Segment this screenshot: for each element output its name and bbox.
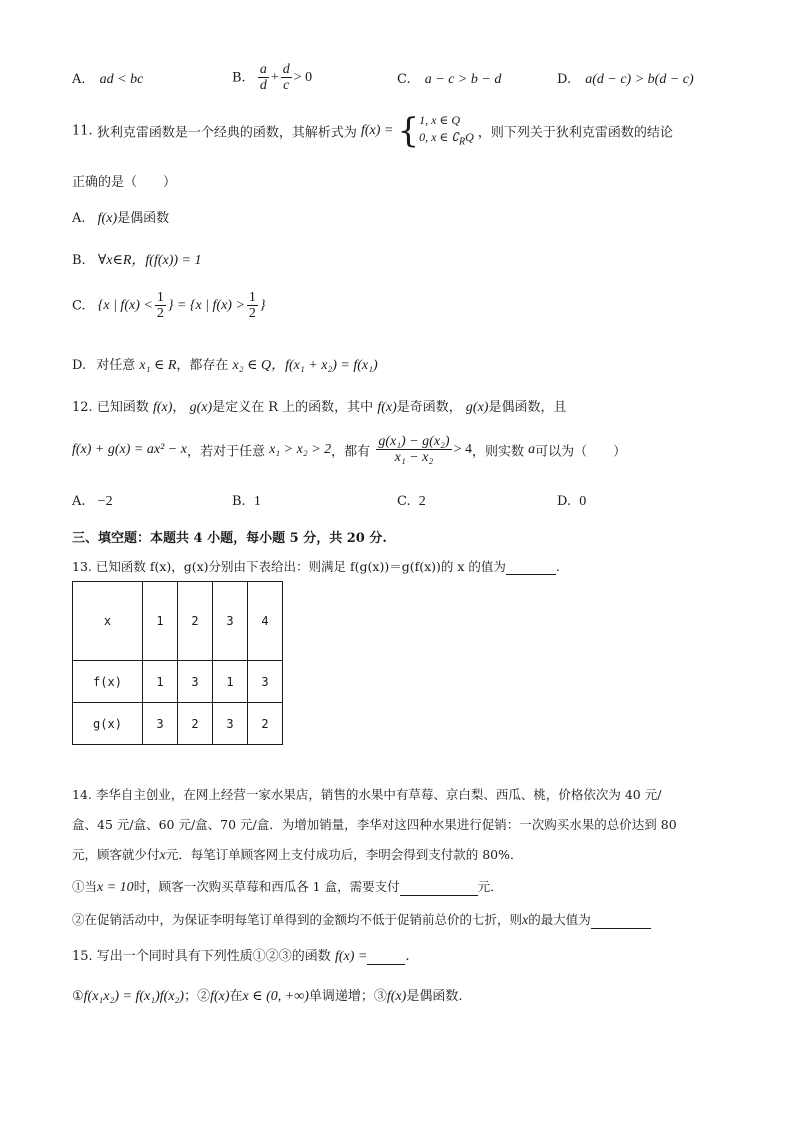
plus: +	[270, 69, 279, 85]
table-cell: 3	[213, 703, 248, 745]
fraction-den: c	[283, 78, 290, 94]
question-text: ，	[172, 400, 186, 415]
fraction-num: 1	[248, 290, 256, 305]
question-text: ，都有	[331, 444, 371, 460]
question-text: 是偶函数.	[406, 989, 463, 1004]
fraction-num: a	[259, 62, 267, 77]
q13-stem	[72, 557, 560, 575]
fraction	[376, 434, 451, 466]
q14-sub1	[72, 877, 503, 896]
option-text: ，都存在	[176, 358, 229, 373]
option-label: A.	[72, 211, 86, 226]
table-header-cell: 3	[213, 582, 248, 661]
fraction-den: d	[259, 78, 267, 94]
question-text: 时，顾客一次购买草莓和西瓜各 1 盒，需要支付	[133, 879, 400, 894]
q11-option-b	[72, 249, 202, 269]
case-2	[419, 129, 474, 150]
table-row	[73, 703, 283, 745]
question-text: 已知函数	[96, 400, 149, 415]
math-expr: f(x)	[97, 211, 118, 226]
math-expr: a	[528, 441, 536, 457]
option-text: 对任意	[96, 358, 136, 373]
question-text: 的最大值为	[528, 912, 591, 927]
math-expr: f(x)	[152, 400, 173, 415]
answer-blank[interactable]	[400, 895, 478, 896]
left-brace: {	[397, 111, 420, 152]
table-header-cell: 1	[143, 582, 178, 661]
math-expr: }	[259, 297, 266, 313]
table-cell: g(x)	[73, 703, 143, 745]
table-header-cell: 4	[248, 582, 283, 661]
q14-line1: 14. 李华自主创业，在网上经营一家水果店，销售的水果中有草莓、京白梨、西瓜、桃，价格依次为 40 元/	[72, 787, 662, 802]
option-value: −2	[97, 494, 113, 509]
table-header-cell: 2	[178, 582, 213, 661]
table-cell: 3	[178, 661, 213, 703]
question-text: ；②	[184, 989, 211, 1004]
question-text: ①	[72, 989, 84, 1004]
question-text: 在	[229, 989, 243, 1004]
math-expr: x	[159, 848, 166, 863]
question-text: 元．每笔订单顾客网上支付成功后，李明会得到支付款的 80%．	[165, 847, 523, 862]
q12-option-d	[557, 494, 586, 510]
math-expr: {x | f(x) <	[97, 297, 153, 313]
piecewise-cases	[419, 112, 474, 150]
question-text: 13. 已知函数 f(x)，g(x)分别由下表给出：则满足 f(g(x))＝g(f(x))的 x 的值为	[72, 559, 506, 574]
math-expr: } = {x | f(x) >	[167, 297, 245, 313]
question-text: 15. 写出一个同时具有下列性质①②③的函数	[72, 949, 331, 964]
table-header-cell: x	[73, 582, 143, 661]
option-expr: a − c > b − d	[424, 72, 502, 87]
question-text: 元，顾客就少付	[72, 847, 160, 862]
question-text: ，若对于任意	[186, 444, 265, 460]
question-text: 狄利克雷函数是一个经典的函数，其解析式为	[96, 125, 357, 141]
option-expr: > 0	[293, 69, 313, 85]
q10-option-d	[557, 72, 694, 88]
math-expr: f(x₁x₂) = f(x₁)f(x₂)	[83, 989, 185, 1004]
q12-option-c	[397, 494, 426, 510]
case-1: 1, x ∈ Q	[419, 113, 461, 127]
table-row	[73, 661, 283, 703]
question-text: 是奇函数，	[396, 400, 462, 415]
math-expr: g(x)	[465, 400, 489, 415]
question-text: .	[405, 949, 410, 964]
question-text: 是定义在 R 上的函数，其中	[212, 400, 374, 415]
section-heading: 三、填空题：本题共 4 小题，每小题 5 分，共 20 分.	[72, 531, 387, 546]
q12-option-b	[232, 494, 261, 510]
option-label: B.	[72, 253, 86, 268]
option-label: D.	[72, 358, 87, 373]
question-text: 元．	[477, 879, 503, 894]
fraction	[258, 62, 269, 94]
option-label: A.	[72, 494, 86, 509]
option-label: B.	[232, 70, 246, 86]
math-expr: x = 10	[97, 880, 134, 895]
q11-stem	[72, 112, 673, 150]
q14-line2: 盒、45 元/盒、60 元/盒、70 元/盒．为增加销量，李华对这四种水果进行促销：一次购买水果的总价达到 80	[72, 817, 677, 832]
option-expr: a(d − c) > b(d − c)	[585, 72, 694, 87]
math-expr: f(x)	[377, 400, 397, 415]
q15-line1	[72, 945, 409, 965]
table-cell: f(x)	[73, 661, 143, 703]
math-expr: f(x)	[210, 989, 230, 1004]
table-cell: 1	[213, 661, 248, 703]
q12-option-a	[72, 494, 113, 510]
math-expr: g(x)	[189, 400, 213, 415]
option-value: 1	[253, 494, 261, 509]
q10-option-b	[232, 62, 312, 94]
math-expr: ∀x∈R，f(f(x)) = 1	[97, 253, 202, 268]
answer-blank[interactable]	[591, 928, 651, 929]
question-text: ，则下列关于狄利克雷函数的结论	[477, 125, 673, 141]
question-number: 11.	[72, 123, 93, 139]
q11-stem-line2: 正确的是（ ）	[72, 175, 177, 190]
table-cell: 3	[143, 703, 178, 745]
question-text: 可以为（ ）	[535, 444, 627, 460]
question-text: ，则实数	[471, 444, 524, 460]
math-expr: f(x) =	[334, 949, 368, 964]
fraction	[281, 62, 292, 94]
option-expr: ad < bc	[99, 72, 144, 87]
q14-sub2	[72, 910, 651, 929]
option-value: 0	[579, 494, 587, 509]
question-text: .	[555, 559, 560, 574]
option-label: A.	[72, 72, 86, 87]
q12-stem-line1	[72, 396, 566, 416]
fraction	[155, 290, 166, 322]
option-text: 是偶函数	[117, 211, 170, 226]
table-cell: 3	[248, 661, 283, 703]
answer-blank[interactable]	[506, 574, 556, 575]
fraction-num: 1	[156, 290, 164, 305]
case-2-end: Q	[465, 130, 474, 144]
math-expr: f(x)	[386, 989, 407, 1004]
question-text: ①当	[72, 879, 98, 894]
table-cell: 2	[248, 703, 283, 745]
math-expr: x₁ ∈ R	[139, 358, 177, 373]
q10-option-a	[72, 72, 143, 88]
option-label: C.	[397, 494, 411, 509]
question-text: 是偶函数，且	[488, 400, 567, 415]
table-row	[73, 582, 283, 661]
table-cell: 2	[178, 703, 213, 745]
fraction-num: g(x₁) − g(x₂)	[378, 434, 450, 449]
option-label: D.	[557, 72, 572, 87]
q11-option-c	[72, 290, 266, 322]
answer-blank[interactable]	[367, 964, 405, 965]
fraction-den: 2	[248, 306, 256, 322]
question-text: ②在促销活动中，为保证李明每笔订单得到的金额均不低于促销前总价的七折，则	[72, 912, 523, 927]
math-expr: x₁ > x₂ > 2	[269, 441, 332, 457]
math-expr: x	[522, 913, 529, 928]
math-expr: f(x) =	[360, 123, 394, 139]
fraction-den: x₁ − x₂	[394, 450, 434, 466]
table-cell: 1	[143, 661, 178, 703]
q14-line3	[72, 845, 523, 864]
case-2-text: 0, x ∈ ∁	[419, 130, 459, 144]
fraction-num: d	[282, 62, 290, 77]
option-label: D.	[557, 494, 572, 509]
math-expr: ，f(x₁ + x₂) = f(x₁)	[271, 358, 378, 373]
q12-stem-line2	[72, 434, 626, 466]
q11-option-a	[72, 207, 169, 227]
fraction	[247, 290, 258, 322]
math-expr: f(x) + g(x) = ax² − x	[72, 441, 187, 457]
function-table	[72, 581, 283, 745]
question-number: 12.	[72, 400, 93, 415]
question-text: 单调递增；③	[308, 989, 387, 1004]
math-expr: > 4	[453, 441, 472, 457]
case-2-sub: R	[458, 136, 466, 148]
option-label: B.	[232, 494, 246, 509]
fraction-den: 2	[156, 306, 164, 322]
q11-option-d	[72, 354, 378, 374]
math-expr: x ∈ (0, +∞)	[242, 989, 309, 1004]
option-label: C.	[397, 72, 411, 87]
q10-option-c	[397, 72, 501, 88]
math-expr: x₂ ∈ Q	[232, 358, 272, 373]
option-label: C.	[72, 298, 86, 314]
option-value: 2	[418, 494, 426, 509]
q15-line2	[72, 985, 462, 1005]
